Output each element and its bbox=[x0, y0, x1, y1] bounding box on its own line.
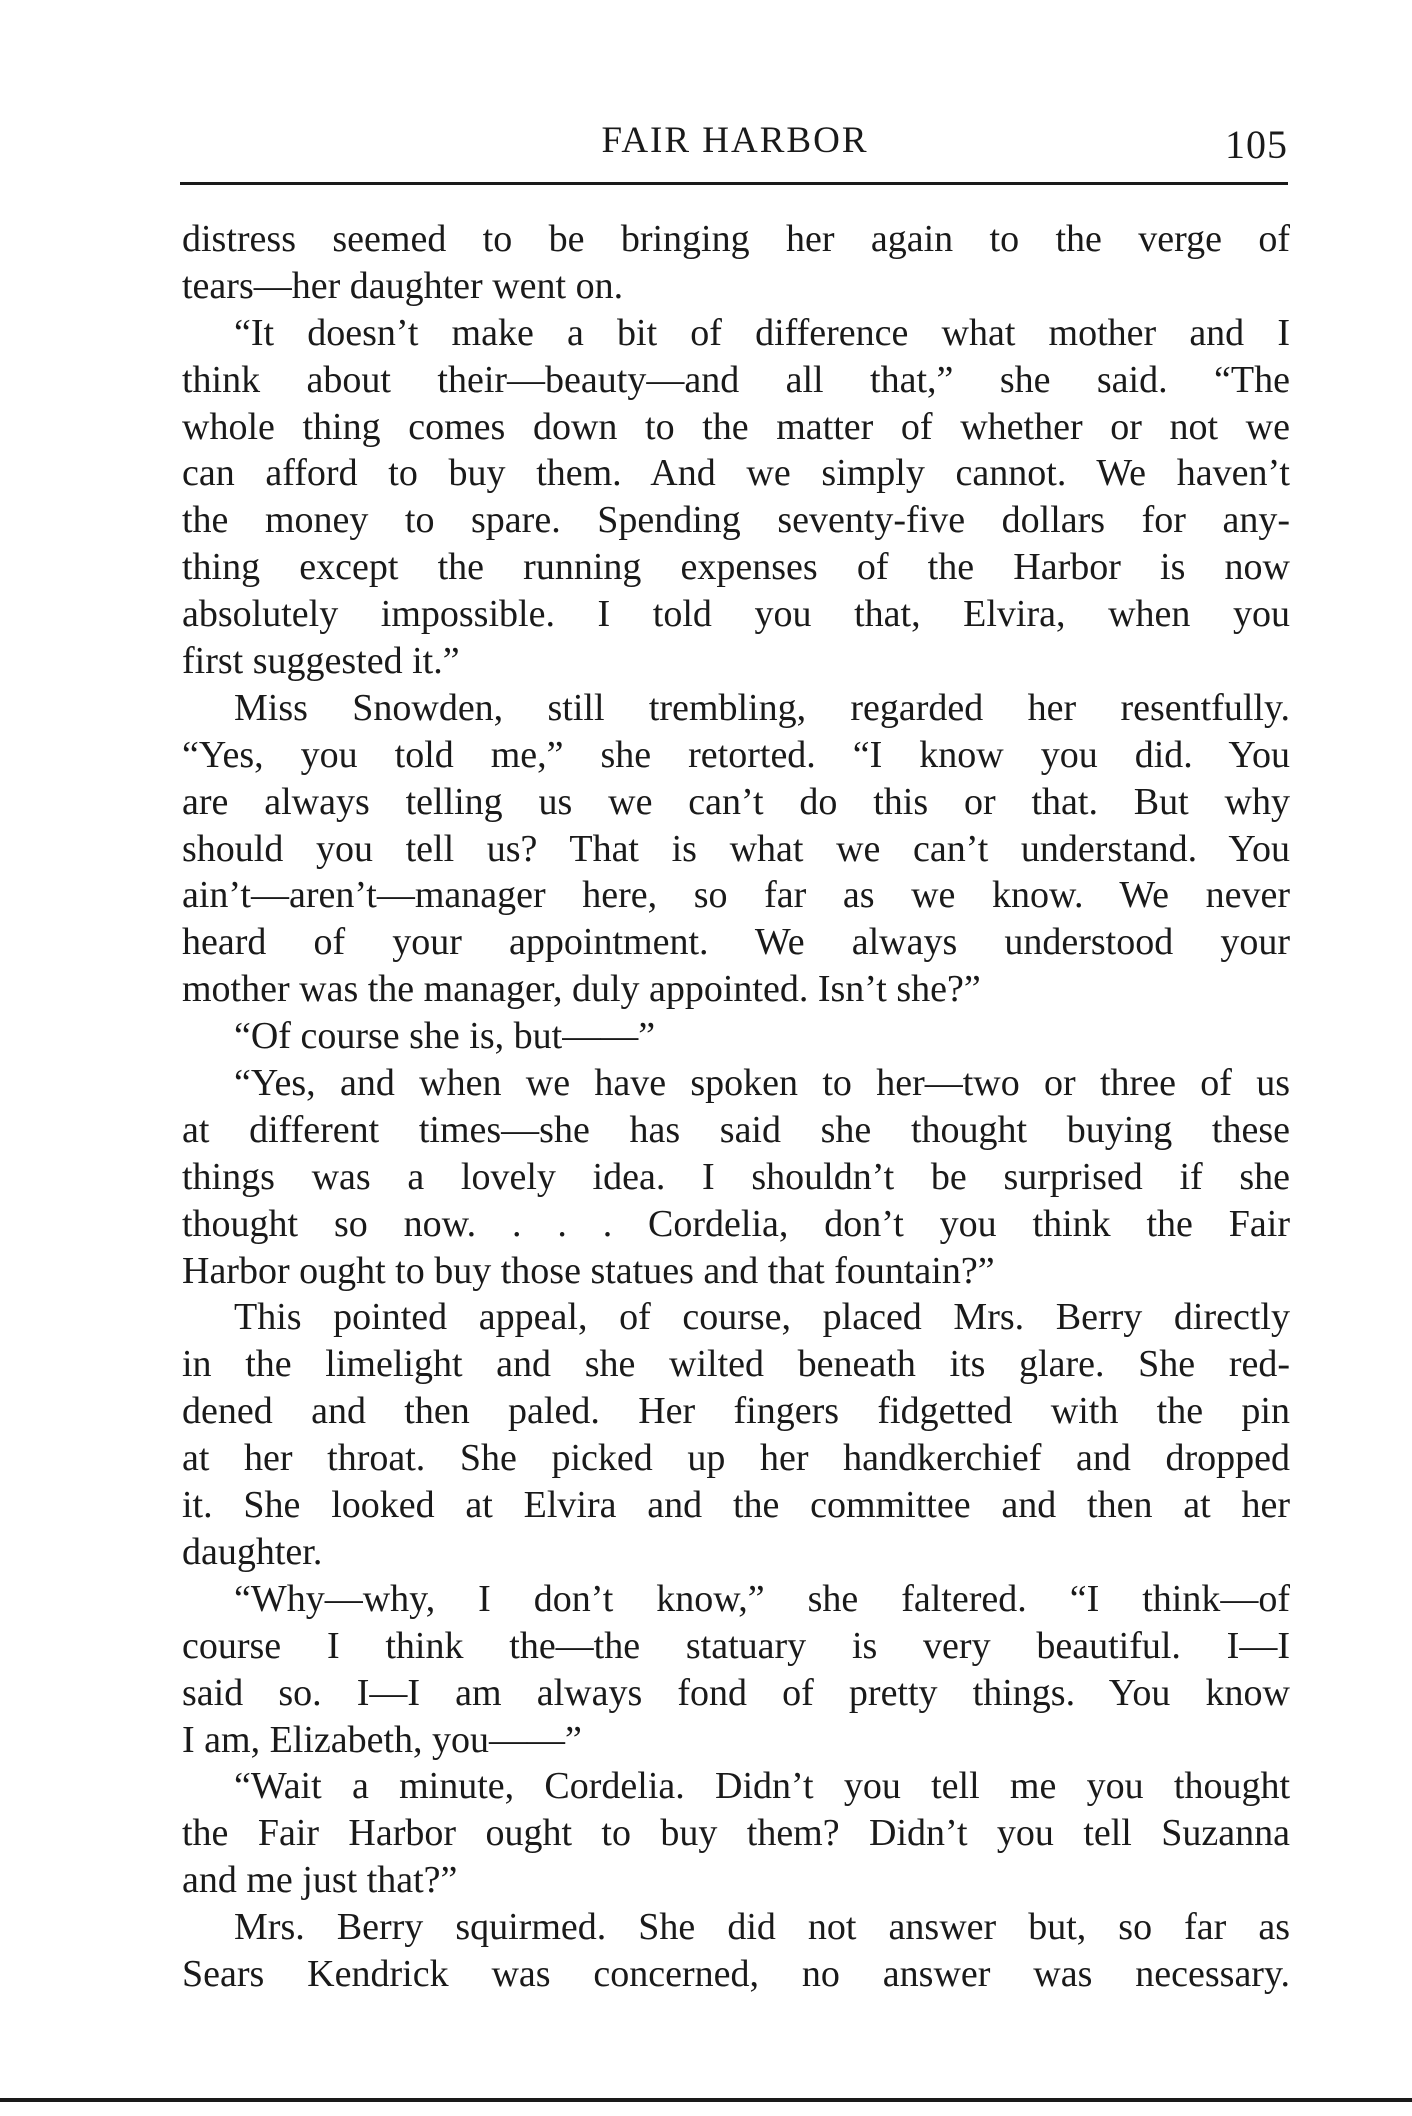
header-rule bbox=[180, 182, 1288, 185]
text-line: mother was the manager, duly appointed. Isn’t she?” bbox=[182, 968, 981, 1011]
text-line: “Yes, you told me,” she retorted. “I know you did. You bbox=[182, 733, 1290, 776]
text-line: first suggested it.” bbox=[182, 640, 460, 683]
text-line: I am, Elizabeth, you——” bbox=[182, 1718, 582, 1761]
body-text bbox=[182, 216, 1290, 1998]
text-line: it. She looked at Elvira and the committee and then at her bbox=[182, 1484, 1290, 1527]
text-line: dened and then paled. Her fingers fidgetted with the pin bbox=[182, 1390, 1290, 1433]
text-line: Sears Kendrick was concerned, no answer was necessary. bbox=[182, 1952, 1290, 1995]
text-line: things was a lovely idea. I shouldn’t be surprised if she bbox=[182, 1155, 1290, 1198]
text-line: the Fair Harbor ought to buy them? Didn’t you tell Suzanna bbox=[182, 1812, 1290, 1855]
text-line: distress seemed to be bringing her again to the verge of bbox=[182, 218, 1290, 260]
text-line: the money to spare. Spending seventy-five dollars for any- bbox=[182, 499, 1290, 542]
text-line: heard of your appointment. We always understood your bbox=[182, 921, 1290, 964]
text-line: “It doesn’t make a bit of difference what mother and I bbox=[234, 311, 1290, 354]
text-line: thing except the running expenses of the Harbor is now bbox=[182, 546, 1290, 589]
text-line: Mrs. Berry squirmed. She did not answer but, so far as bbox=[234, 1906, 1290, 1949]
text-line: This pointed appeal, of course, placed Mrs. Berry directly bbox=[234, 1296, 1290, 1339]
text-line: at her throat. She picked up her handkerchief and dropped bbox=[182, 1437, 1290, 1480]
running-head bbox=[180, 118, 1290, 174]
running-title: FAIR HARBOR bbox=[601, 120, 869, 161]
text-line: thought so now. . . . Cordelia, don’t you think the Fair bbox=[182, 1202, 1290, 1245]
text-line: absolutely impossible. I told you that, Elvira, when you bbox=[182, 593, 1290, 636]
text-line: said so. I—I am always fond of pretty things. You know bbox=[182, 1671, 1290, 1714]
text-line: should you tell us? That is what we can’t understand. You bbox=[182, 827, 1290, 870]
text-line: are always telling us we can’t do this or that. But why bbox=[182, 780, 1290, 823]
text-line: whole thing comes down to the matter of whether or not we bbox=[182, 405, 1290, 448]
text-line: in the limelight and she wilted beneath its glare. She red- bbox=[182, 1343, 1290, 1386]
text-line: “Yes, and when we have spoken to her—two or three of us bbox=[234, 1062, 1290, 1105]
text-line: ain’t—aren’t—manager here, so far as we know. We never bbox=[182, 874, 1290, 917]
text-line: at different times—she has said she thought buying these bbox=[182, 1108, 1290, 1151]
text-line: tears—her daughter went on. bbox=[182, 264, 624, 307]
text-line: Harbor ought to buy those statues and that fountain?” bbox=[182, 1249, 995, 1292]
text-line: “Wait a minute, Cordelia. Didn’t you tell me you thought bbox=[234, 1765, 1290, 1808]
text-line: “Why—why, I don’t know,” she faltered. “I think—of bbox=[234, 1577, 1290, 1620]
text-line: think about their—beauty—and all that,” she said. “The bbox=[182, 358, 1290, 401]
page-number: 105 bbox=[1225, 122, 1288, 167]
text-line: daughter. bbox=[182, 1530, 323, 1573]
text-line: and me just that?” bbox=[182, 1859, 458, 1902]
text-line: course I think the—the statuary is very beautiful. I—I bbox=[182, 1624, 1290, 1667]
text-line: can afford to buy them. And we simply cannot. We haven’t bbox=[182, 452, 1290, 495]
bottom-edge-rule bbox=[0, 2098, 1412, 2102]
text-line: Miss Snowden, still trembling, regarded her resentfully. bbox=[234, 686, 1290, 729]
text-line: “Of course she is, but——” bbox=[234, 1015, 656, 1058]
